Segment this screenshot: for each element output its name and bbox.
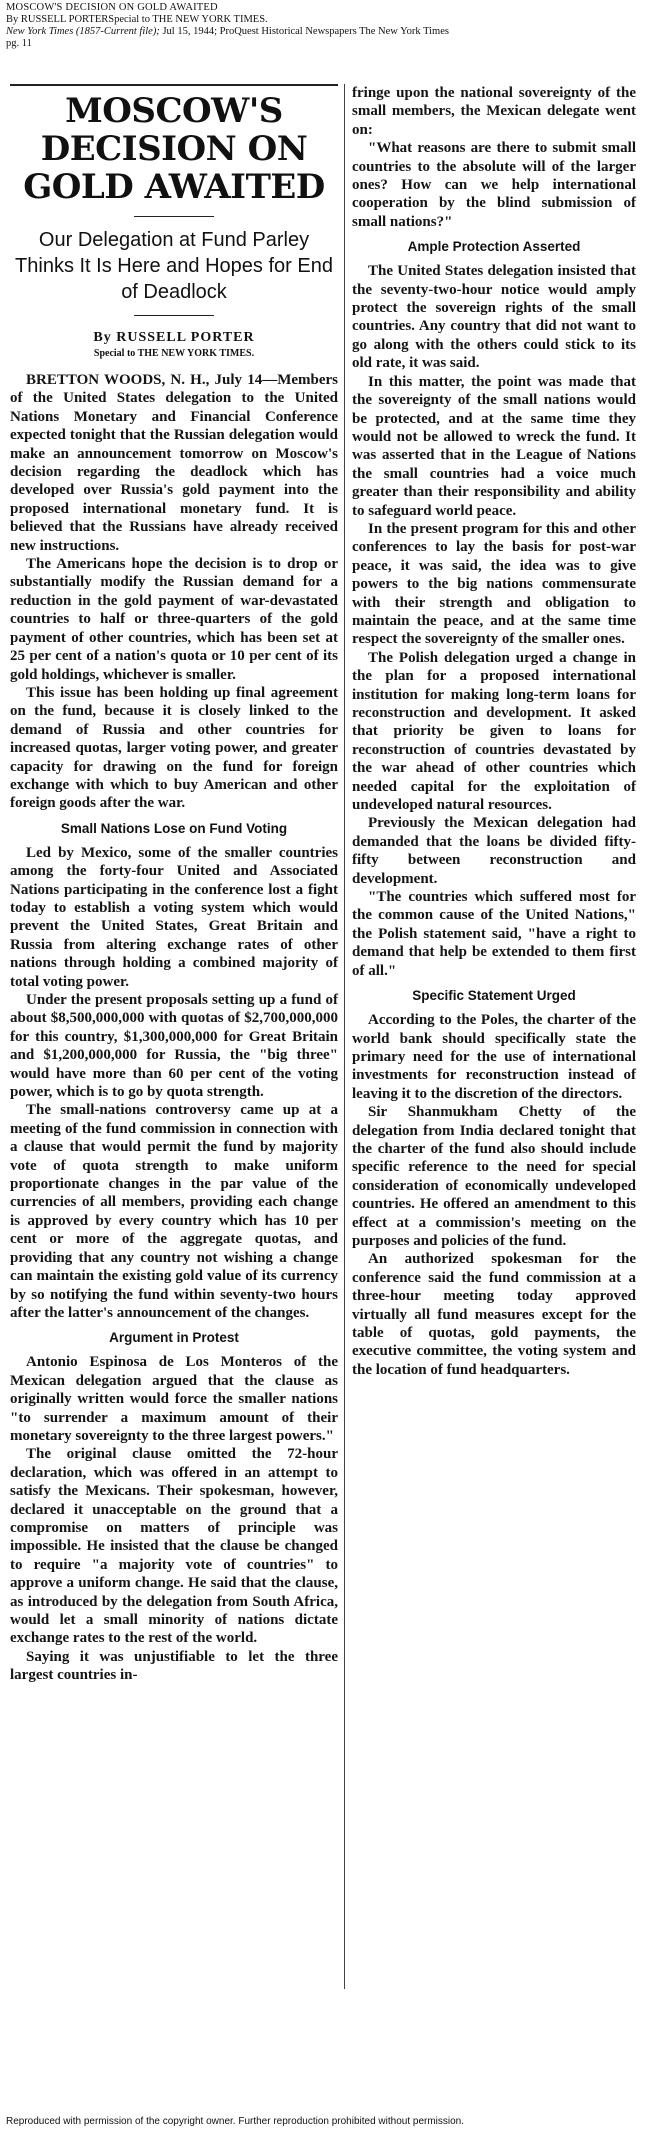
citation-byline: By RUSSELL PORTERSpecial to THE NEW YORK TIMES.	[6, 14, 268, 25]
paragraph: "The countries which suffered most for the common cause of the United Nations," the Polish statement said, "have a right to demand that help be extended to them first of all."	[352, 889, 636, 979]
article-headline: MOSCOW'S DECISION ON GOLD AWAITED	[23, 91, 325, 207]
paragraph: In this matter, the point was made that the sovereignty of the small nations would be protected, and at the same time they would not be allowed to wreck the fund. It was asserted that in the League of Nations the small countries had a voice much greater than their responsibility and ability to safeguard world peace.	[352, 373, 636, 519]
paragraph: Led by Mexico, some of the smaller countries among the forty-four United and Associated Nations participating in the conference lost a fight today to establish a voting system which would prevent the United States, Great Britain and Russia from altering exchange rates of other nations through holding a combined majority of total voting power.	[10, 844, 338, 990]
citation-title: MOSCOW'S DECISION ON GOLD AWAITED	[6, 2, 218, 13]
paragraph: fringe upon the national sovereignty of the small members, the Mexican delegate went on:	[352, 85, 636, 138]
paragraph: "What reasons are there to submit small countries to the absolute will of the larger ones? How can we help international cooperation by the blind submission of small nations?"	[352, 140, 636, 230]
column-2-body	[352, 84, 636, 1379]
citation-page: pg. 11	[6, 38, 32, 49]
paragraph: Under the present proposals setting up a fund of about $8,500,000,000 with quotas of $2,700,000,000 for this country, $1,300,000,000 for Great Britain and $1,200,000,000 for Russia, the "big three" would have more than 60 per cent of the voting power, which is to go by quota strength.	[10, 992, 338, 1101]
article-deck: Our Delegation at Fund Parley Thinks It Is Here and Hopes for End of Deadlock	[15, 229, 333, 303]
citation-source	[6, 26, 640, 38]
paragraph: Saying it was unjustifiable to let the three largest countries in-	[10, 1648, 338, 1684]
deck-separator	[134, 315, 214, 316]
citation-source-detail: Jul 15, 1944; ProQuest Historical Newspapers The New York Times	[159, 26, 449, 37]
column-rule	[344, 84, 345, 1989]
subheading: Ample Protection Asserted	[407, 239, 581, 255]
paragraph: The small-nations controversy came up at a meeting of the fund commission in connection with a clause that would permit the fund by majority vote of quota strength to make uniform proportionate changes in the par value of the currencies of all members, providing each change is approved by every country which has 10 per cent or more of the aggregate quotas, and providing that any country not wishing a change can maintain the existing gold value of its currency by so notifying the fund within seventy-two hours after the latter's announcement of the changes.	[10, 1102, 338, 1321]
paragraph: This issue has been holding up final agreement on the fund, because it is closely linked to the demand of Russia and other countries for increased quotas, larger voting power, and greater capacity for drawing on the fund for foreign exchange with which to buy American and other foreign goods after the war.	[10, 684, 338, 812]
paragraph: BRETTON WOODS, N. H., July 14—Members of the United States delegation to the United Nations Monetary and Financial Conference expected tonight that the Russian delegation would make an announcement tomorrow on Moscow's decision regarding the deadlock which has developed over Russia's gold payment into the proposed international monetary fund. It is believed that the Russians have already received new instructions.	[10, 372, 338, 554]
subheading: Specific Statement Urged	[412, 988, 576, 1004]
subheading: Argument in Protest	[109, 1330, 239, 1346]
subheading: Small Nations Lose on Fund Voting	[60, 820, 288, 836]
paragraph: Sir Shanmukham Chetty of the delegation from India declared tonight that the charter of the fund also should include specific reference to the need for special consideration of economically undeveloped countries. He offered an amendment to this effect at a commission's meeting on the purposes and policies of the fund.	[352, 1104, 636, 1249]
article-column-left	[10, 84, 338, 1685]
paragraph: The Polish delegation urged a change in the plan for a proposed international institution for making long-term loans for reconstruction and development. It asked that priority be given to loans for reconstruction of countries devastated by the war ahead of other countries which needed capital for the exploitation of undeveloped natural resources.	[352, 649, 636, 814]
column-1-body	[10, 371, 338, 1685]
paragraph: The Americans hope the decision is to drop or substantially modify the Russian demand for a reduction in the gold payment of war-devastated countries to half or three-quarters of the gold payment of other countries, which has been set at 25 per cent of a nation's quota or 10 per cent of its gold holdings, whichever is smaller.	[10, 556, 338, 683]
article-column-right	[352, 84, 636, 1379]
paragraph: According to the Poles, the charter of the world bank should specifically state the primary need for the use of international investments for reconstruction instead of leaving it to the discretion of the directors.	[352, 1012, 636, 1102]
citation-header	[6, 2, 640, 50]
citation-source-name: New York Times (1857-Current file);	[6, 26, 160, 37]
paragraph: The original clause omitted the 72-hour declaration, which was offered in an attempt to satisfy the Mexicans. Their spokesman, however, declared it unacceptable on the ground that a compromise on matters of principle was impossible. He insisted that the clause be changed to require "a majority vote of countries" to approve a uniform change. He said that the clause, as introduced by the delegation from South Africa, would let a small minority of nations dictate exchange rates to the rest of the world.	[10, 1446, 338, 1647]
paragraph: The United States delegation insisted that the seventy-two-hour notice would amply protect the sovereign rights of the small countries. Any country that did not want to go along with the others could stick to its old rate, it was said.	[352, 263, 636, 372]
paragraph: Antonio Espinosa de Los Monteros of the Mexican delegation argued that the clause as originally written would force the smaller nations "to surrender a maximum amount of their monetary sovereignty to the three largest powers."	[10, 1354, 338, 1444]
copyright-footer: Reproduced with permission of the copyright owner. Further reproduction prohibited without permission.	[6, 2116, 465, 2127]
paragraph: Previously the Mexican delegation had demanded that the loans be divided fifty-fifty between reconstruction and development.	[352, 815, 636, 887]
paragraph: In the present program for this and other conferences to lay the basis for post-war peace, it was said, the idea was to give powers to the big nations commensurate with their strength and obligation to maintain the peace, and at the same time respect the sovereignty of the smaller ones.	[352, 520, 636, 648]
paragraph: An authorized spokesman for the conference said the fund commission at a three-hour meeting today approved virtually all fund measures except for the table of quotas, gold payments, the executive committee, the voting system and the location of fund headquarters.	[352, 1251, 636, 1378]
article-byline: By RUSSELL PORTER	[93, 330, 255, 345]
article-special-line: Special to THE NEW YORK TIMES.	[93, 348, 255, 359]
headline-separator	[134, 216, 214, 217]
